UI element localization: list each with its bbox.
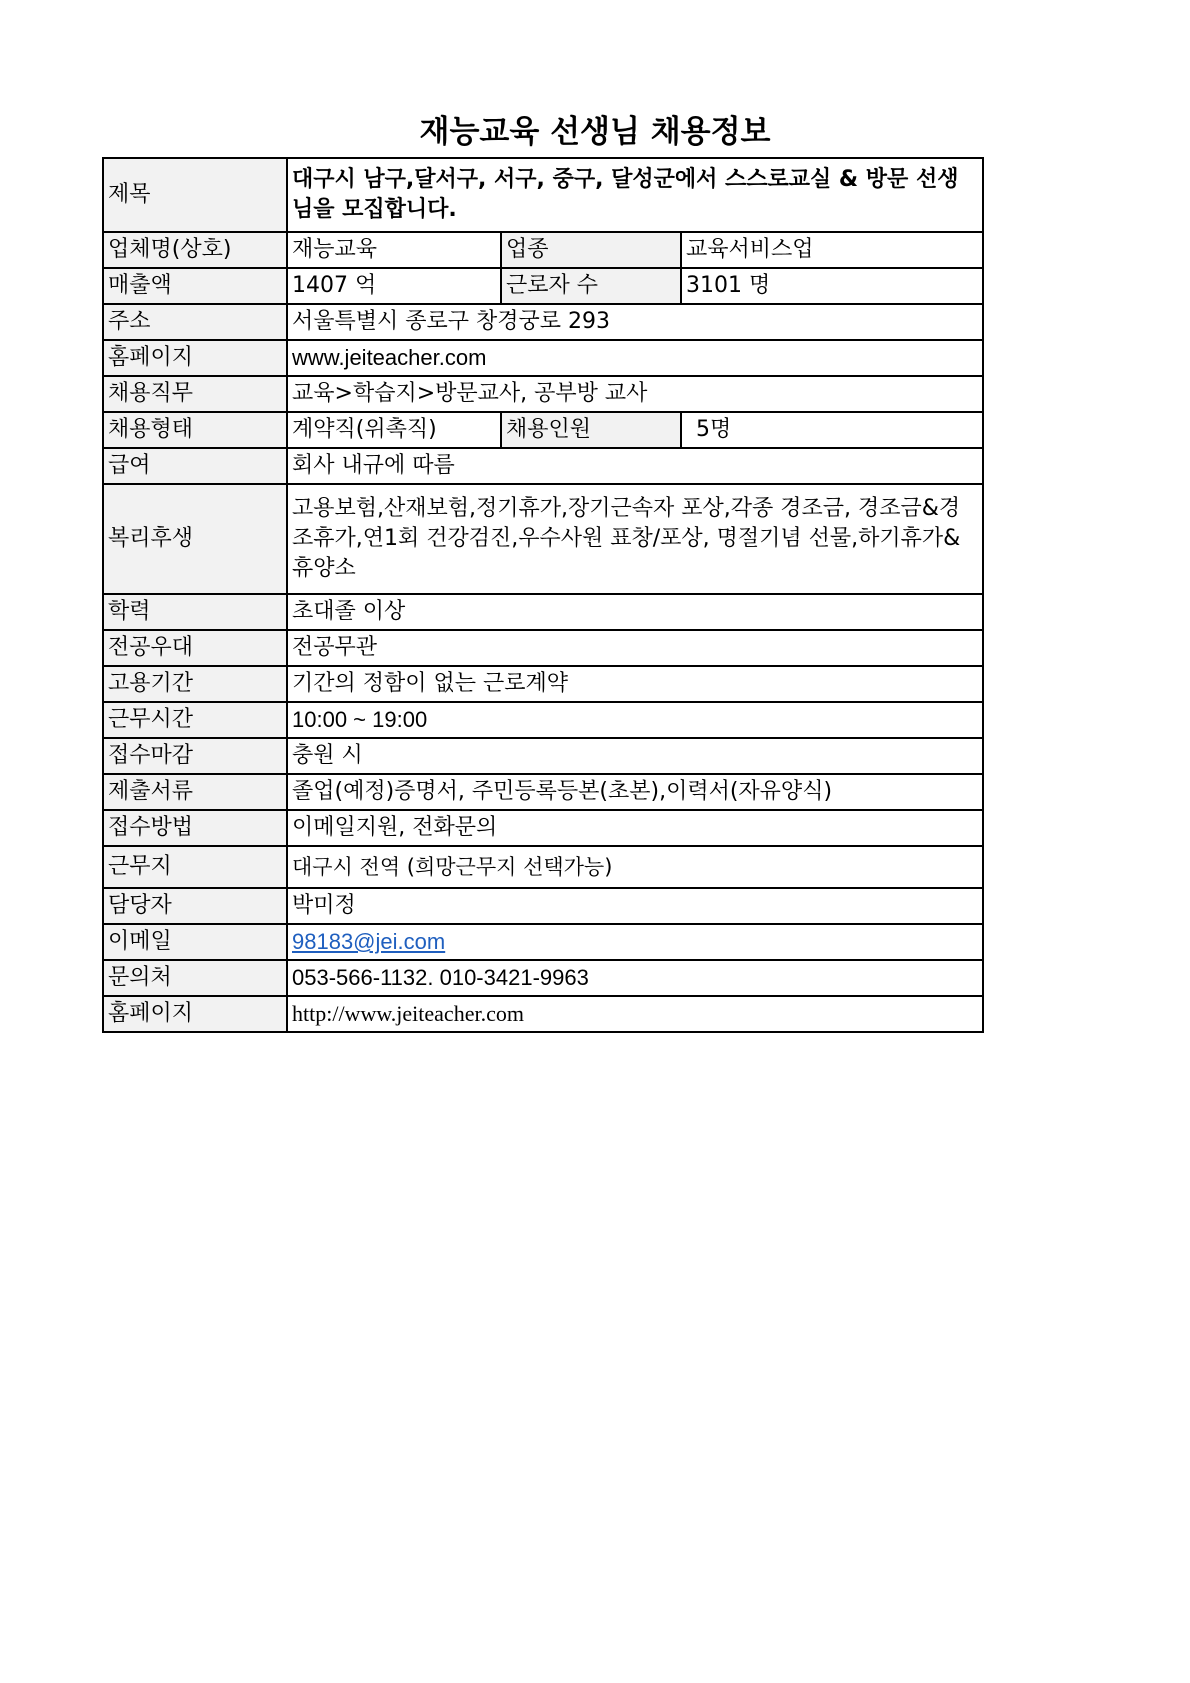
table-row-salary xyxy=(103,448,983,484)
table-row-revenue xyxy=(103,268,983,304)
value-headcount: 5명 xyxy=(681,412,983,448)
page-title: 재능교육 선생님 채용정보 xyxy=(419,114,771,150)
table-row-homepage-2 xyxy=(103,996,983,1032)
table-row-documents xyxy=(103,774,983,810)
table-row-homepage xyxy=(103,340,983,376)
label-phone: 문의처 xyxy=(103,960,287,996)
value-employees: 3101 명 xyxy=(681,268,983,304)
label-headcount: 채용인원 xyxy=(501,412,681,448)
label-revenue: 매출액 xyxy=(103,268,287,304)
label-location: 근무지 xyxy=(103,846,287,888)
label-contact-person: 담당자 xyxy=(103,888,287,924)
table-row-major xyxy=(103,630,983,666)
label-education: 학력 xyxy=(103,594,287,630)
table-row-hours xyxy=(103,702,983,738)
value-location: 대구시 전역 (희망근무지 선택가능) xyxy=(287,846,983,888)
value-major: 전공무관 xyxy=(287,630,983,666)
label-homepage: 홈페이지 xyxy=(103,340,287,376)
value-industry: 교육서비스업 xyxy=(681,232,983,268)
label-deadline: 접수마감 xyxy=(103,738,287,774)
label-documents: 제출서류 xyxy=(103,774,287,810)
value-method: 이메일지원, 전화문의 xyxy=(287,810,983,846)
value-address: 서울특별시 종로구 창경궁로 293 xyxy=(287,304,983,340)
label-period: 고용기간 xyxy=(103,666,287,702)
value-benefits: 고용보험,산재보험,정기휴가,장기근속자 포상,각종 경조금, 경조금&경조휴가,연1회 건강검진,우수사원 표창/포상, 명절기념 선물,하기휴가&휴양소 xyxy=(287,484,983,594)
table-row-phone xyxy=(103,960,983,996)
label-job: 채용직무 xyxy=(103,376,287,412)
value-job: 교육>학습지>방문교사, 공부방 교사 xyxy=(287,376,983,412)
label-email: 이메일 xyxy=(103,924,287,960)
value-hours: 10:00 ~ 19:00 xyxy=(287,702,983,738)
value-employment-type: 계약직(위촉직) xyxy=(287,412,501,448)
table-row-email xyxy=(103,924,983,960)
value-education: 초대졸 이상 xyxy=(287,594,983,630)
label-address: 주소 xyxy=(103,304,287,340)
table-row-subject xyxy=(103,158,983,232)
label-employees: 근로자 수 xyxy=(501,268,681,304)
value-phone: 053-566-1132. 010-3421-9963 xyxy=(287,960,983,996)
recruitment-info-table xyxy=(102,157,984,1033)
table-row-education xyxy=(103,594,983,630)
label-benefits: 복리후생 xyxy=(103,484,287,594)
email-link[interactable]: 98183@jei.com xyxy=(292,929,446,954)
value-revenue: 1407 억 xyxy=(287,268,501,304)
label-company: 업체명(상호) xyxy=(103,232,287,268)
value-email-cell xyxy=(287,924,983,960)
value-documents: 졸업(예정)증명서, 주민등록등본(초본),이력서(자유양식) xyxy=(287,774,983,810)
table-row-address xyxy=(103,304,983,340)
value-company: 재능교육 xyxy=(287,232,501,268)
label-hours: 근무시간 xyxy=(103,702,287,738)
value-deadline: 충원 시 xyxy=(287,738,983,774)
table-row-company xyxy=(103,232,983,268)
value-contact-person: 박미정 xyxy=(287,888,983,924)
table-row-method xyxy=(103,810,983,846)
value-salary: 회사 내규에 따름 xyxy=(287,448,983,484)
table-row-benefits xyxy=(103,484,983,594)
value-period: 기간의 정함이 없는 근로계약 xyxy=(287,666,983,702)
label-employment-type: 채용형태 xyxy=(103,412,287,448)
value-subject: 대구시 남구,달서구, 서구, 중구, 달성군에서 스스로교실 & 방문 선생님을 모집합니다. xyxy=(287,158,983,232)
table-row-contact-person xyxy=(103,888,983,924)
table-row-job xyxy=(103,376,983,412)
table-row-period xyxy=(103,666,983,702)
value-homepage: www.jeiteacher.com xyxy=(287,340,983,376)
label-subject: 제목 xyxy=(103,158,287,232)
label-major: 전공우대 xyxy=(103,630,287,666)
table-row-deadline xyxy=(103,738,983,774)
label-homepage-2: 홈페이지 xyxy=(103,996,287,1032)
label-method: 접수방법 xyxy=(103,810,287,846)
label-salary: 급여 xyxy=(103,448,287,484)
value-homepage-2: http://www.jeiteacher.com xyxy=(287,996,983,1032)
table-row-employment xyxy=(103,412,983,448)
table-row-location xyxy=(103,846,983,888)
label-industry: 업종 xyxy=(501,232,681,268)
